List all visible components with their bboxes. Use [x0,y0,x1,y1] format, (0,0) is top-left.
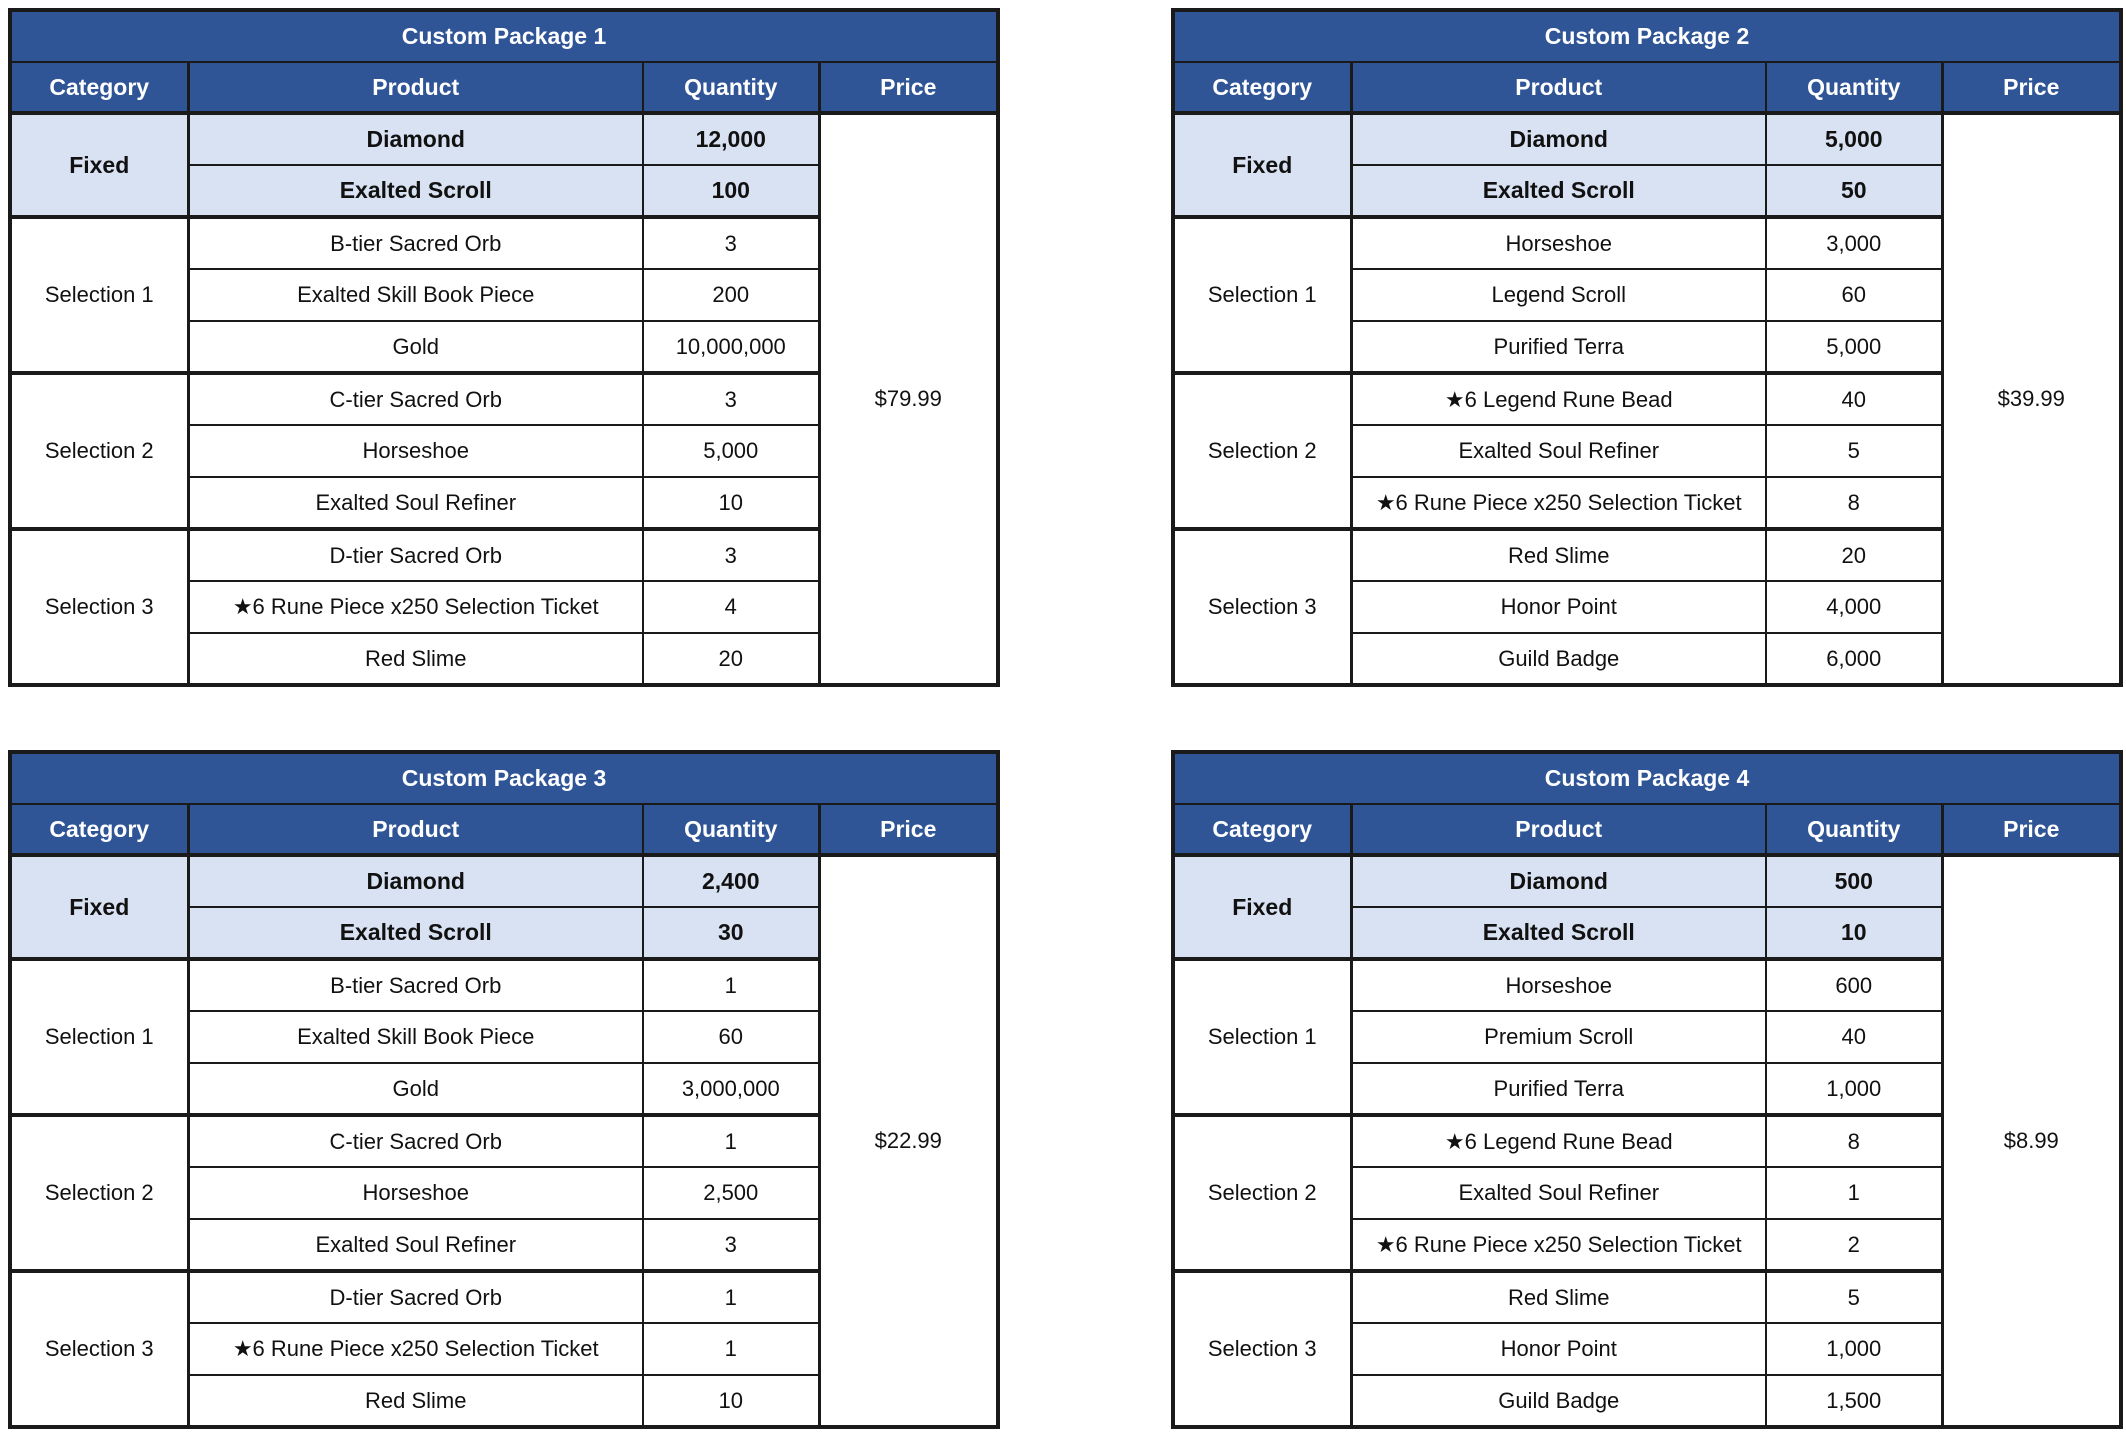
package-title: Custom Package 1 [10,10,998,62]
quantity-cell: 2,500 [643,1167,819,1219]
package-price: $22.99 [819,855,998,1427]
product-cell: B-tier Sacred Orb [188,217,643,269]
quantity-header: Quantity [643,804,819,855]
selection-label: Selection 3 [10,1271,188,1427]
selection-label: Selection 1 [1173,959,1351,1115]
category-header: Category [1173,804,1351,855]
product-cell: Legend Scroll [1351,269,1766,321]
product-cell: Guild Badge [1351,633,1766,685]
fixed-quantity: 10 [1766,907,1942,959]
product-cell: Exalted Soul Refiner [1351,1167,1766,1219]
fixed-product: Exalted Scroll [188,907,643,959]
quantity-cell: 60 [643,1011,819,1063]
product-cell: Purified Terra [1351,1063,1766,1115]
selection-label: Selection 1 [1173,217,1351,373]
product-cell: Exalted Skill Book Piece [188,1011,643,1063]
product-cell: Red Slime [188,1375,643,1427]
product-cell: Gold [188,321,643,373]
quantity-cell: 2 [1766,1219,1942,1271]
quantity-cell: 40 [1766,1011,1942,1063]
fixed-product: Exalted Scroll [1351,907,1766,959]
selection-label: Selection 1 [10,217,188,373]
quantity-cell: 3,000 [1766,217,1942,269]
product-cell: B-tier Sacred Orb [188,959,643,1011]
quantity-cell: 5 [1766,1271,1942,1323]
fixed-quantity: 2,400 [643,855,819,907]
fixed-quantity: 500 [1766,855,1942,907]
quantity-cell: 1 [643,1323,819,1375]
package-price: $39.99 [1942,113,2121,685]
product-cell: D-tier Sacred Orb [188,529,643,581]
fixed-product: Exalted Scroll [1351,165,1766,217]
product-cell: ★6 Rune Piece x250 Selection Ticket [1351,477,1766,529]
quantity-cell: 1,000 [1766,1323,1942,1375]
product-cell: Exalted Soul Refiner [188,477,643,529]
fixed-quantity: 12,000 [643,113,819,165]
quantity-cell: 1 [643,959,819,1011]
fixed-label: Fixed [1173,855,1351,959]
fixed-quantity: 30 [643,907,819,959]
quantity-cell: 20 [1766,529,1942,581]
package-table [1171,750,2123,1429]
selection-label: Selection 1 [10,959,188,1115]
quantity-cell: 1 [1766,1167,1942,1219]
price-header: Price [819,804,998,855]
fixed-quantity: 50 [1766,165,1942,217]
fixed-quantity: 5,000 [1766,113,1942,165]
package-table [1171,8,2123,687]
quantity-cell: 40 [1766,373,1942,425]
quantity-cell: 3 [643,217,819,269]
selection-label: Selection 2 [1173,373,1351,529]
quantity-cell: 10 [643,1375,819,1427]
category-header: Category [1173,62,1351,113]
fixed-product: Diamond [188,855,643,907]
quantity-cell: 3 [643,529,819,581]
product-cell: Red Slime [1351,529,1766,581]
fixed-product: Diamond [1351,855,1766,907]
package-price: $8.99 [1942,855,2121,1427]
quantity-cell: 1,000 [1766,1063,1942,1115]
product-cell: Horseshoe [188,425,643,477]
product-cell: D-tier Sacred Orb [188,1271,643,1323]
fixed-product: Diamond [188,113,643,165]
product-cell: ★6 Legend Rune Bead [1351,373,1766,425]
product-cell: Horseshoe [1351,959,1766,1011]
quantity-header: Quantity [1766,804,1942,855]
package-title: Custom Package 4 [1173,752,2121,804]
quantity-cell: 10,000,000 [643,321,819,373]
quantity-cell: 1 [643,1271,819,1323]
product-cell: Exalted Skill Book Piece [188,269,643,321]
quantity-header: Quantity [1766,62,1942,113]
product-cell: Honor Point [1351,1323,1766,1375]
price-header: Price [1942,804,2121,855]
fixed-product: Diamond [1351,113,1766,165]
product-cell: ★6 Legend Rune Bead [1351,1115,1766,1167]
product-cell: Gold [188,1063,643,1115]
price-header: Price [819,62,998,113]
fixed-label: Fixed [10,855,188,959]
product-cell: Premium Scroll [1351,1011,1766,1063]
product-cell: ★6 Rune Piece x250 Selection Ticket [188,1323,643,1375]
quantity-cell: 4 [643,581,819,633]
selection-label: Selection 2 [10,373,188,529]
product-cell: ★6 Rune Piece x250 Selection Ticket [188,581,643,633]
selection-label: Selection 3 [1173,1271,1351,1427]
quantity-cell: 8 [1766,477,1942,529]
fixed-product: Exalted Scroll [188,165,643,217]
fixed-label: Fixed [10,113,188,217]
product-cell: Red Slime [188,633,643,685]
product-cell: Guild Badge [1351,1375,1766,1427]
category-header: Category [10,62,188,113]
package-table [8,750,1000,1429]
product-header: Product [1351,804,1766,855]
quantity-cell: 600 [1766,959,1942,1011]
quantity-cell: 60 [1766,269,1942,321]
fixed-quantity: 100 [643,165,819,217]
category-header: Category [10,804,188,855]
quantity-cell: 8 [1766,1115,1942,1167]
package-title: Custom Package 3 [10,752,998,804]
quantity-cell: 200 [643,269,819,321]
quantity-cell: 5,000 [1766,321,1942,373]
package-table [8,8,1000,687]
product-cell: ★6 Rune Piece x250 Selection Ticket [1351,1219,1766,1271]
quantity-cell: 3 [643,373,819,425]
selection-label: Selection 2 [1173,1115,1351,1271]
price-header: Price [1942,62,2121,113]
product-header: Product [188,62,643,113]
quantity-cell: 20 [643,633,819,685]
selection-label: Selection 3 [1173,529,1351,685]
quantity-header: Quantity [643,62,819,113]
package-title: Custom Package 2 [1173,10,2121,62]
quantity-cell: 1 [643,1115,819,1167]
product-header: Product [1351,62,1766,113]
product-cell: C-tier Sacred Orb [188,373,643,425]
fixed-label: Fixed [1173,113,1351,217]
quantity-cell: 1,500 [1766,1375,1942,1427]
quantity-cell: 5 [1766,425,1942,477]
quantity-cell: 5,000 [643,425,819,477]
product-cell: Horseshoe [188,1167,643,1219]
quantity-cell: 4,000 [1766,581,1942,633]
quantity-cell: 3,000,000 [643,1063,819,1115]
product-cell: Exalted Soul Refiner [188,1219,643,1271]
quantity-cell: 10 [643,477,819,529]
package-price: $79.99 [819,113,998,685]
product-cell: Purified Terra [1351,321,1766,373]
product-cell: C-tier Sacred Orb [188,1115,643,1167]
quantity-cell: 3 [643,1219,819,1271]
product-cell: Red Slime [1351,1271,1766,1323]
quantity-cell: 6,000 [1766,633,1942,685]
selection-label: Selection 3 [10,529,188,685]
selection-label: Selection 2 [10,1115,188,1271]
product-cell: Honor Point [1351,581,1766,633]
product-header: Product [188,804,643,855]
product-cell: Horseshoe [1351,217,1766,269]
product-cell: Exalted Soul Refiner [1351,425,1766,477]
